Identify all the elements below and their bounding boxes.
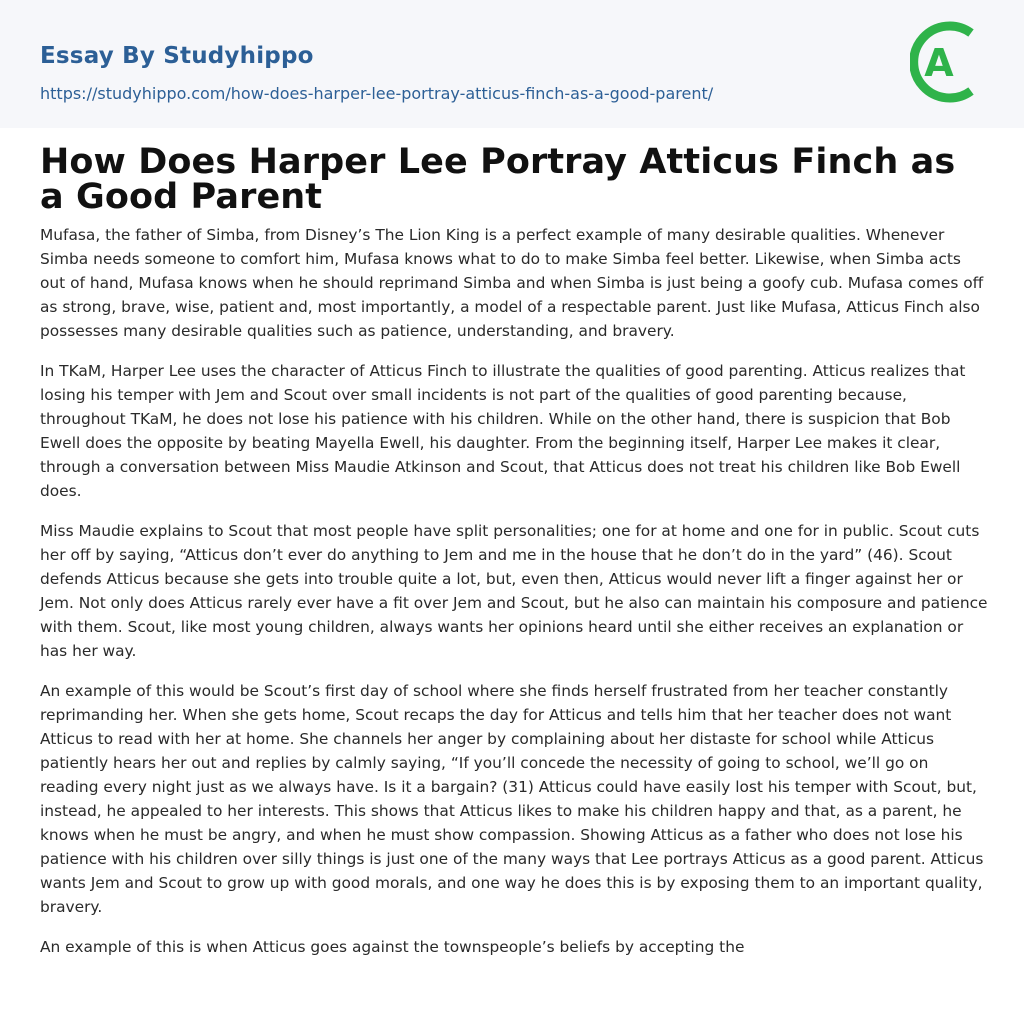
studyhippo-logo-icon[interactable] [910,18,986,106]
logo-letter: A [924,41,954,85]
article-title: How Does Harper Lee Portray Atticus Finch as a Good Parent [40,142,956,217]
site-brand[interactable]: Essay By Studyhippo [40,43,314,69]
article-paragraph: Miss Maudie explains to Scout that most people have split personalities; one for at home and one for in public. Scout cuts her off by saying, “Atticus don’t ever do anything to Jem and me in the house that he don’t do in the yard” (46). Scout defends Atticus because she gets into trouble quite a lot, but, even then, Atticus would never lift a finger against her or Jem. Not only does Atticus rarely ever have a fit over Jem and Scout, but he also can maintain his composure and patience with them. Scout, like most young children, always wants her opinions heard until she either receives an explanation or has her way. [40,522,988,660]
article-paragraph: Mufasa, the father of Simba, from Disney’s The Lion King is a perfect example of many desirable qualities. Whenever Simba needs someone to comfort him, Mufasa knows what to do to make Simba feel better. Likewise, when Simba acts out of hand, Mufasa knows when he should reprimand Simba and when Simba is just being a goofy cub. Mufasa comes off as strong, brave, wise, patient and, most importantly, a model of a respectable parent. Just like Mufasa, Atticus Finch also possesses many desirable qualities such as patience, understanding, and bravery. [40,226,984,340]
article-paragraph: An example of this would be Scout’s first day of school where she finds herself frustrated from her teacher constantly reprimanding her. When she gets home, Scout recaps the day for Atticus and tells him that her teacher does not want Atticus to read with her at home. She channels her anger by complaining about her distaste for school while Atticus patiently hears her out and replies by calmly saying, “If you’ll concede the necessity of going to school, we’ll go on reading every night just as we always have. Is it a bargain? (31) Atticus could have easily lost his temper with Scout, but, instead, he appealed to her interests. This shows that Atticus likes to make his children happy and that, as a parent, he knows when he must be angry, and when he must show compassion. Showing Atticus as a father who does not lose his patience with his children over silly things is just one of the many ways that Lee portrays Atticus as a good parent. Atticus wants Jem and Scout to grow up with good morals, and one way he does this is by exposing them to an important quality, bravery. [40,682,984,916]
article-paragraph: An example of this is when Atticus goes against the townspeople’s beliefs by accepting the [40,938,745,956]
article [40,142,990,975]
article-paragraph: In TKaM, Harper Lee uses the character of Atticus Finch to illustrate the qualities of good parenting. Atticus realizes that losing his temper with Jem and Scout over small incidents is not part of the qualities of good parenting because, throughout TKaM, he does not lose his patience with his children. While on the other hand, there is suspicion that Bob Ewell does the opposite by beating Mayella Ewell, his daughter. From the beginning itself, Harper Lee makes it clear, through a conversation between Miss Maudie Atkinson and Scout, that Atticus does not treat his children like Bob Ewell does. [40,362,966,500]
site-header [0,0,1024,128]
source-url-link[interactable]: https://studyhippo.com/how-does-harper-lee-portray-atticus-finch-as-a-good-parent/ [40,84,714,103]
